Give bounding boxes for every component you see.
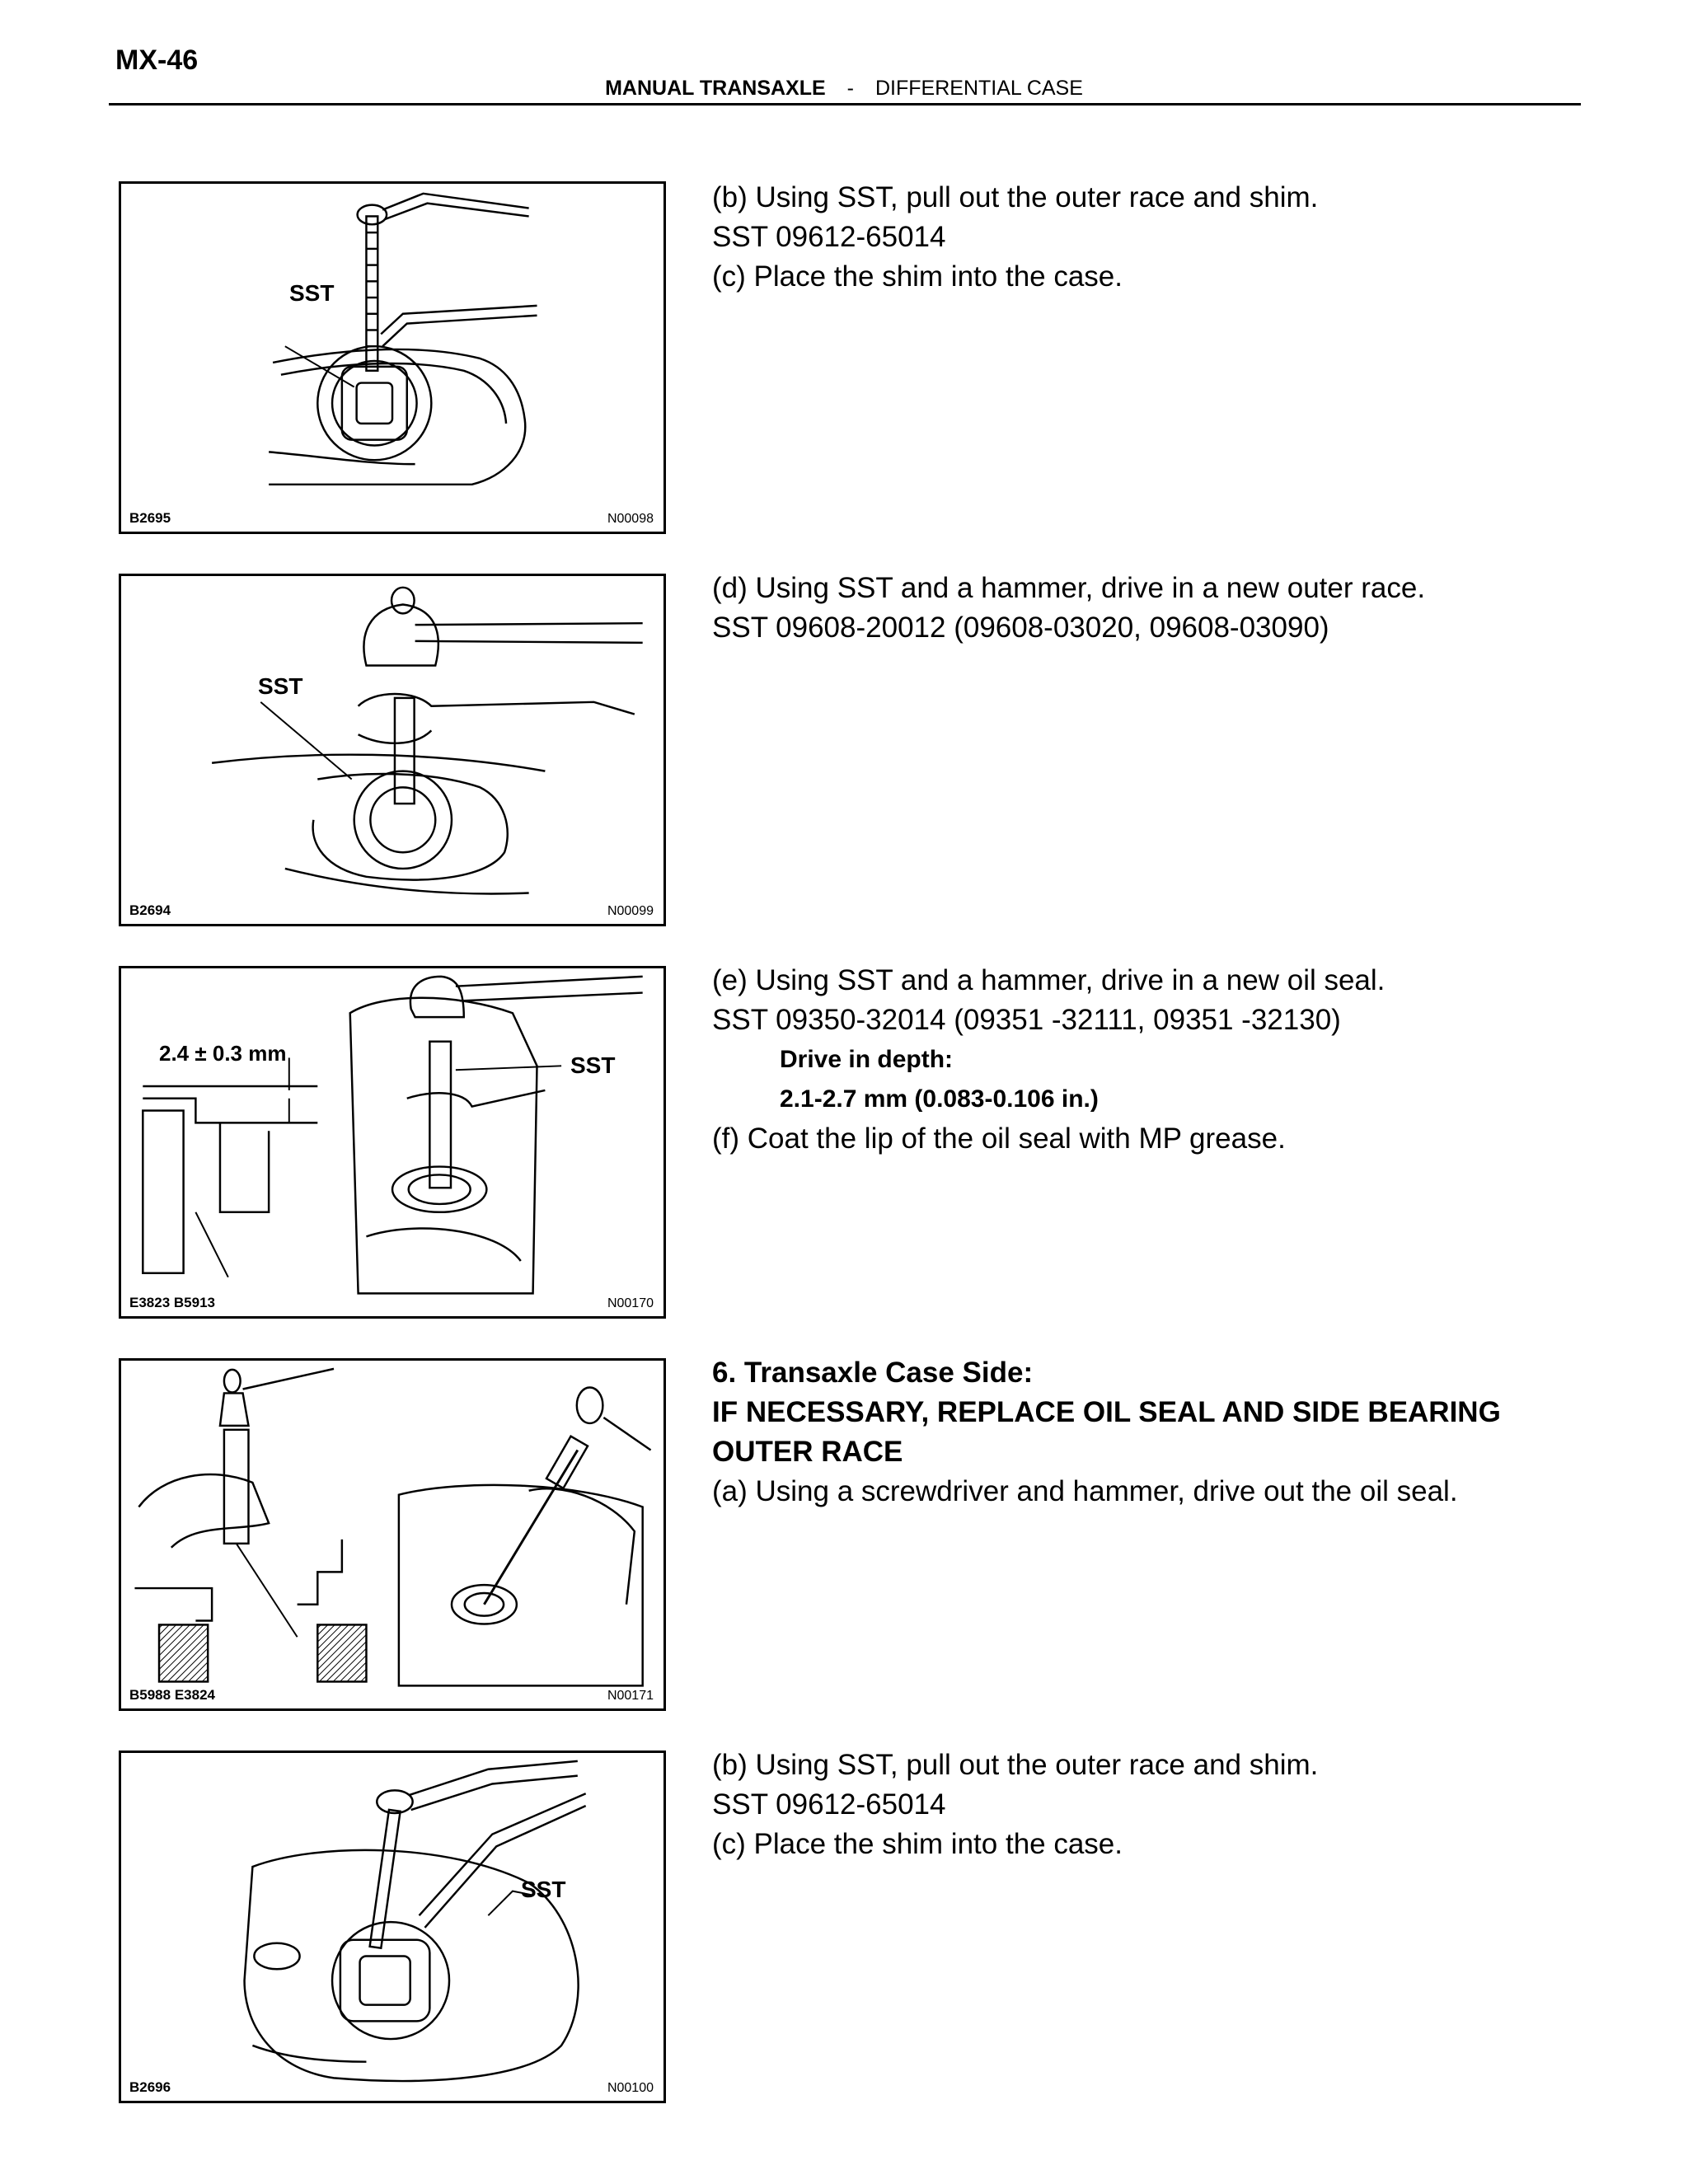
spec-value: 2.1-2.7 mm (0.083-0.106 in.) <box>780 1085 1099 1113</box>
header-separator: - <box>846 77 854 100</box>
sst-number: SST 09350-32014 (09351 -32111, 09351 -32130) <box>712 1004 1341 1036</box>
figure-drive-outer-race <box>119 574 666 926</box>
sst-number: SST 09608-20012 (09608-03020, 09608-03090) <box>712 612 1329 644</box>
figure-code: B2695 <box>129 510 171 526</box>
step-b: (b) Using SST, pull out the outer race and shim. <box>712 1749 1319 1781</box>
figure-remove-oil-seal <box>119 1358 666 1711</box>
illustration-sst-puller <box>121 184 663 532</box>
section-title: MANUAL TRANSAXLE <box>605 77 826 100</box>
step-d: (d) Using SST and a hammer, drive in a new outer race. <box>712 572 1426 604</box>
figure-ref: N00170 <box>607 1296 654 1310</box>
text-block-2 <box>712 569 1536 648</box>
sst-number: SST 09612-65014 <box>712 221 946 253</box>
sst-callout: SST <box>258 673 303 699</box>
illustration-sst-puller-case <box>121 1753 663 2101</box>
figure-code: B2694 <box>129 902 171 918</box>
figure-ref: N00100 <box>607 2081 654 2095</box>
sst-callout: SST <box>521 1877 566 1902</box>
step-c: (c) Place the shim into the case. <box>712 260 1123 293</box>
illustration-hammer-driver <box>121 576 663 924</box>
sst-callout: SST <box>289 280 335 306</box>
step-c: (c) Place the shim into the case. <box>712 1828 1123 1860</box>
running-header <box>0 77 1688 101</box>
step-b: (b) Using SST, pull out the outer race and shim. <box>712 181 1319 213</box>
figure-pull-outer-race-case-side <box>119 1750 666 2103</box>
figure-ref: N00099 <box>607 904 654 918</box>
step-a: (a) Using a screwdriver and hammer, drive out the oil seal. <box>712 1475 1458 1507</box>
text-block-5 <box>712 1746 1536 1864</box>
subsection-title: DIFFERENTIAL CASE <box>875 77 1083 100</box>
figure-drive-oil-seal <box>119 966 666 1319</box>
dimension-callout: 2.4 ± 0.3 mm <box>159 1041 287 1066</box>
figure-pull-outer-race <box>119 181 666 534</box>
step-f: (f) Coat the lip of the oil seal with MP grease. <box>712 1122 1286 1155</box>
sst-number: SST 09612-65014 <box>712 1788 946 1821</box>
header-rule <box>109 103 1581 105</box>
step-e: (e) Using SST and a hammer, drive in a new oil seal. <box>712 964 1386 996</box>
text-block-1 <box>712 178 1536 297</box>
spec-label: Drive in depth: <box>780 1046 954 1073</box>
page-number: MX-46 <box>115 45 199 76</box>
figure-code: E3823 B5913 <box>129 1295 215 1310</box>
text-block-3 <box>712 961 1536 1159</box>
text-block-4 <box>712 1353 1536 1511</box>
figure-ref: N00171 <box>607 1689 654 1703</box>
illustration-screwdriver-removal <box>121 1361 663 1708</box>
procedure-heading: IF NECESSARY, REPLACE OIL SEAL AND SIDE BEARING OUTER RACE <box>712 1396 1501 1468</box>
figure-ref: N00098 <box>607 512 654 526</box>
figure-code: B5988 E3824 <box>129 1687 215 1703</box>
illustration-oil-seal-install <box>121 968 663 1316</box>
sst-callout: SST <box>570 1052 616 1078</box>
figure-code: B2696 <box>129 2079 171 2095</box>
section-heading: 6. Transaxle Case Side: <box>712 1357 1034 1389</box>
